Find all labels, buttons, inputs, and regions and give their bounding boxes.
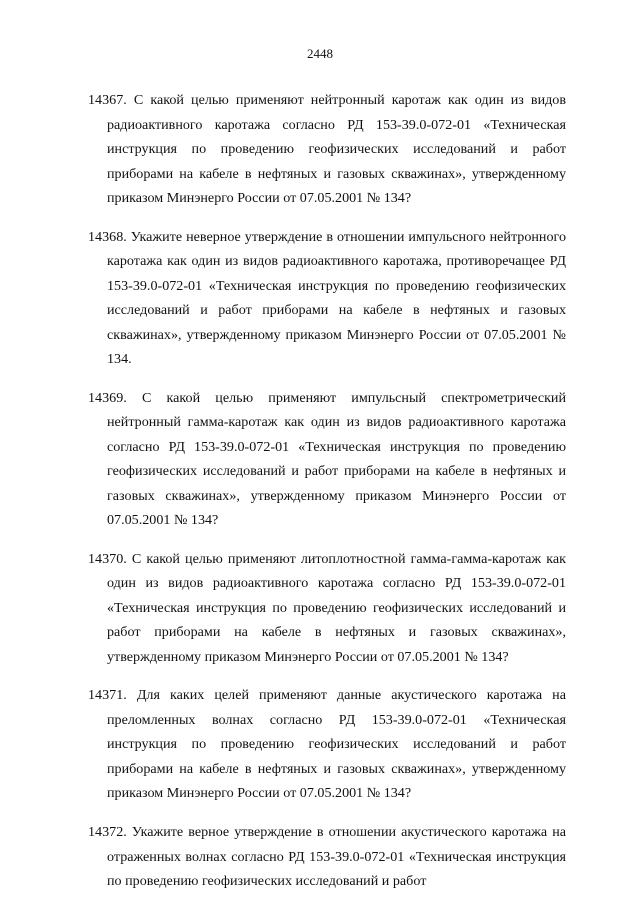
question-text: С какой целью применяют литоплотностной гамма-гамма-каротаж как один из видов радиоактивного каротажа согласно РД 153-39.0-072-01 «Техническая инструкция по проведению геофизических исследований и работ приборами на кабеле в нефтяных и газовых скважинах», утвержденному приказом Минэнерго России от 07.05.2001 № 134? xyxy=(107,550,566,665)
question-text: Укажите неверное утверждение в отношении импульсного нейтронного каротажа как один из видов радиоактивного каротажа, противоречащее РД 153-39.0-072-01 «Техническая инструкция по проведению геофизических исследований и работ приборами на кабеле в нефтяных и газовых скважинах», утвержденному приказом Минэнерго России от 07.05.2001 № 134. xyxy=(107,228,566,368)
question-text: С какой целью применяют нейтронный каротаж как один из видов радиоактивного каротажа согласно РД 153-39.0-072-01 «Техническая инструкция по проведению геофизических исследований и работ приборами на кабеле в нефтяных и газовых скважинах», утвержденному приказом Минэнерго России от 07.05.2001 № 134? xyxy=(107,92,567,207)
question-item-14371 xyxy=(88,683,566,806)
question-item-14369 xyxy=(88,386,566,533)
question-number: 14367. xyxy=(88,92,127,109)
question-item-14368 xyxy=(88,225,566,372)
question-list xyxy=(88,74,566,896)
question-number: 14370. xyxy=(88,550,127,567)
question-number: 14369. xyxy=(88,389,127,406)
question-item-14367 xyxy=(88,88,566,211)
question-number: 14368. xyxy=(88,228,127,245)
page-number: 2448 xyxy=(307,46,333,61)
question-text: Укажите верное утверждение в отношении акустического каротажа на отраженных волнах согласно РД 153-39.0-072-01 «Техническая инструкция по проведению геофизических исследований и работ xyxy=(107,824,566,890)
question-number: 14371. xyxy=(88,687,127,704)
question-item-14370 xyxy=(88,547,566,670)
question-number: 14372. xyxy=(88,824,127,841)
question-item-14372 xyxy=(88,820,566,894)
question-text: С какой целью применяют импульсный спектрометрический нейтронный гамма-каротаж как один из видов радиоактивного каротажа согласно РД 153-39.0-072-01 «Техническая инструкция по проведению геофизических исследований и работ приборами на кабеле в нефтяных и газовых скважинах», утвержденному приказом Минэнерго России от 07.05.2001 № 134? xyxy=(107,389,567,529)
question-text: Для каких целей применяют данные акустического каротажа на преломленных волнах согласно РД 153-39.0-072-01 «Техническая инструкция по проведению геофизических исследований и работ приборами на кабеле в нефтяных и газовых скважинах», утвержденному приказом Минэнерго России от 07.05.2001 № 134? xyxy=(107,687,566,802)
